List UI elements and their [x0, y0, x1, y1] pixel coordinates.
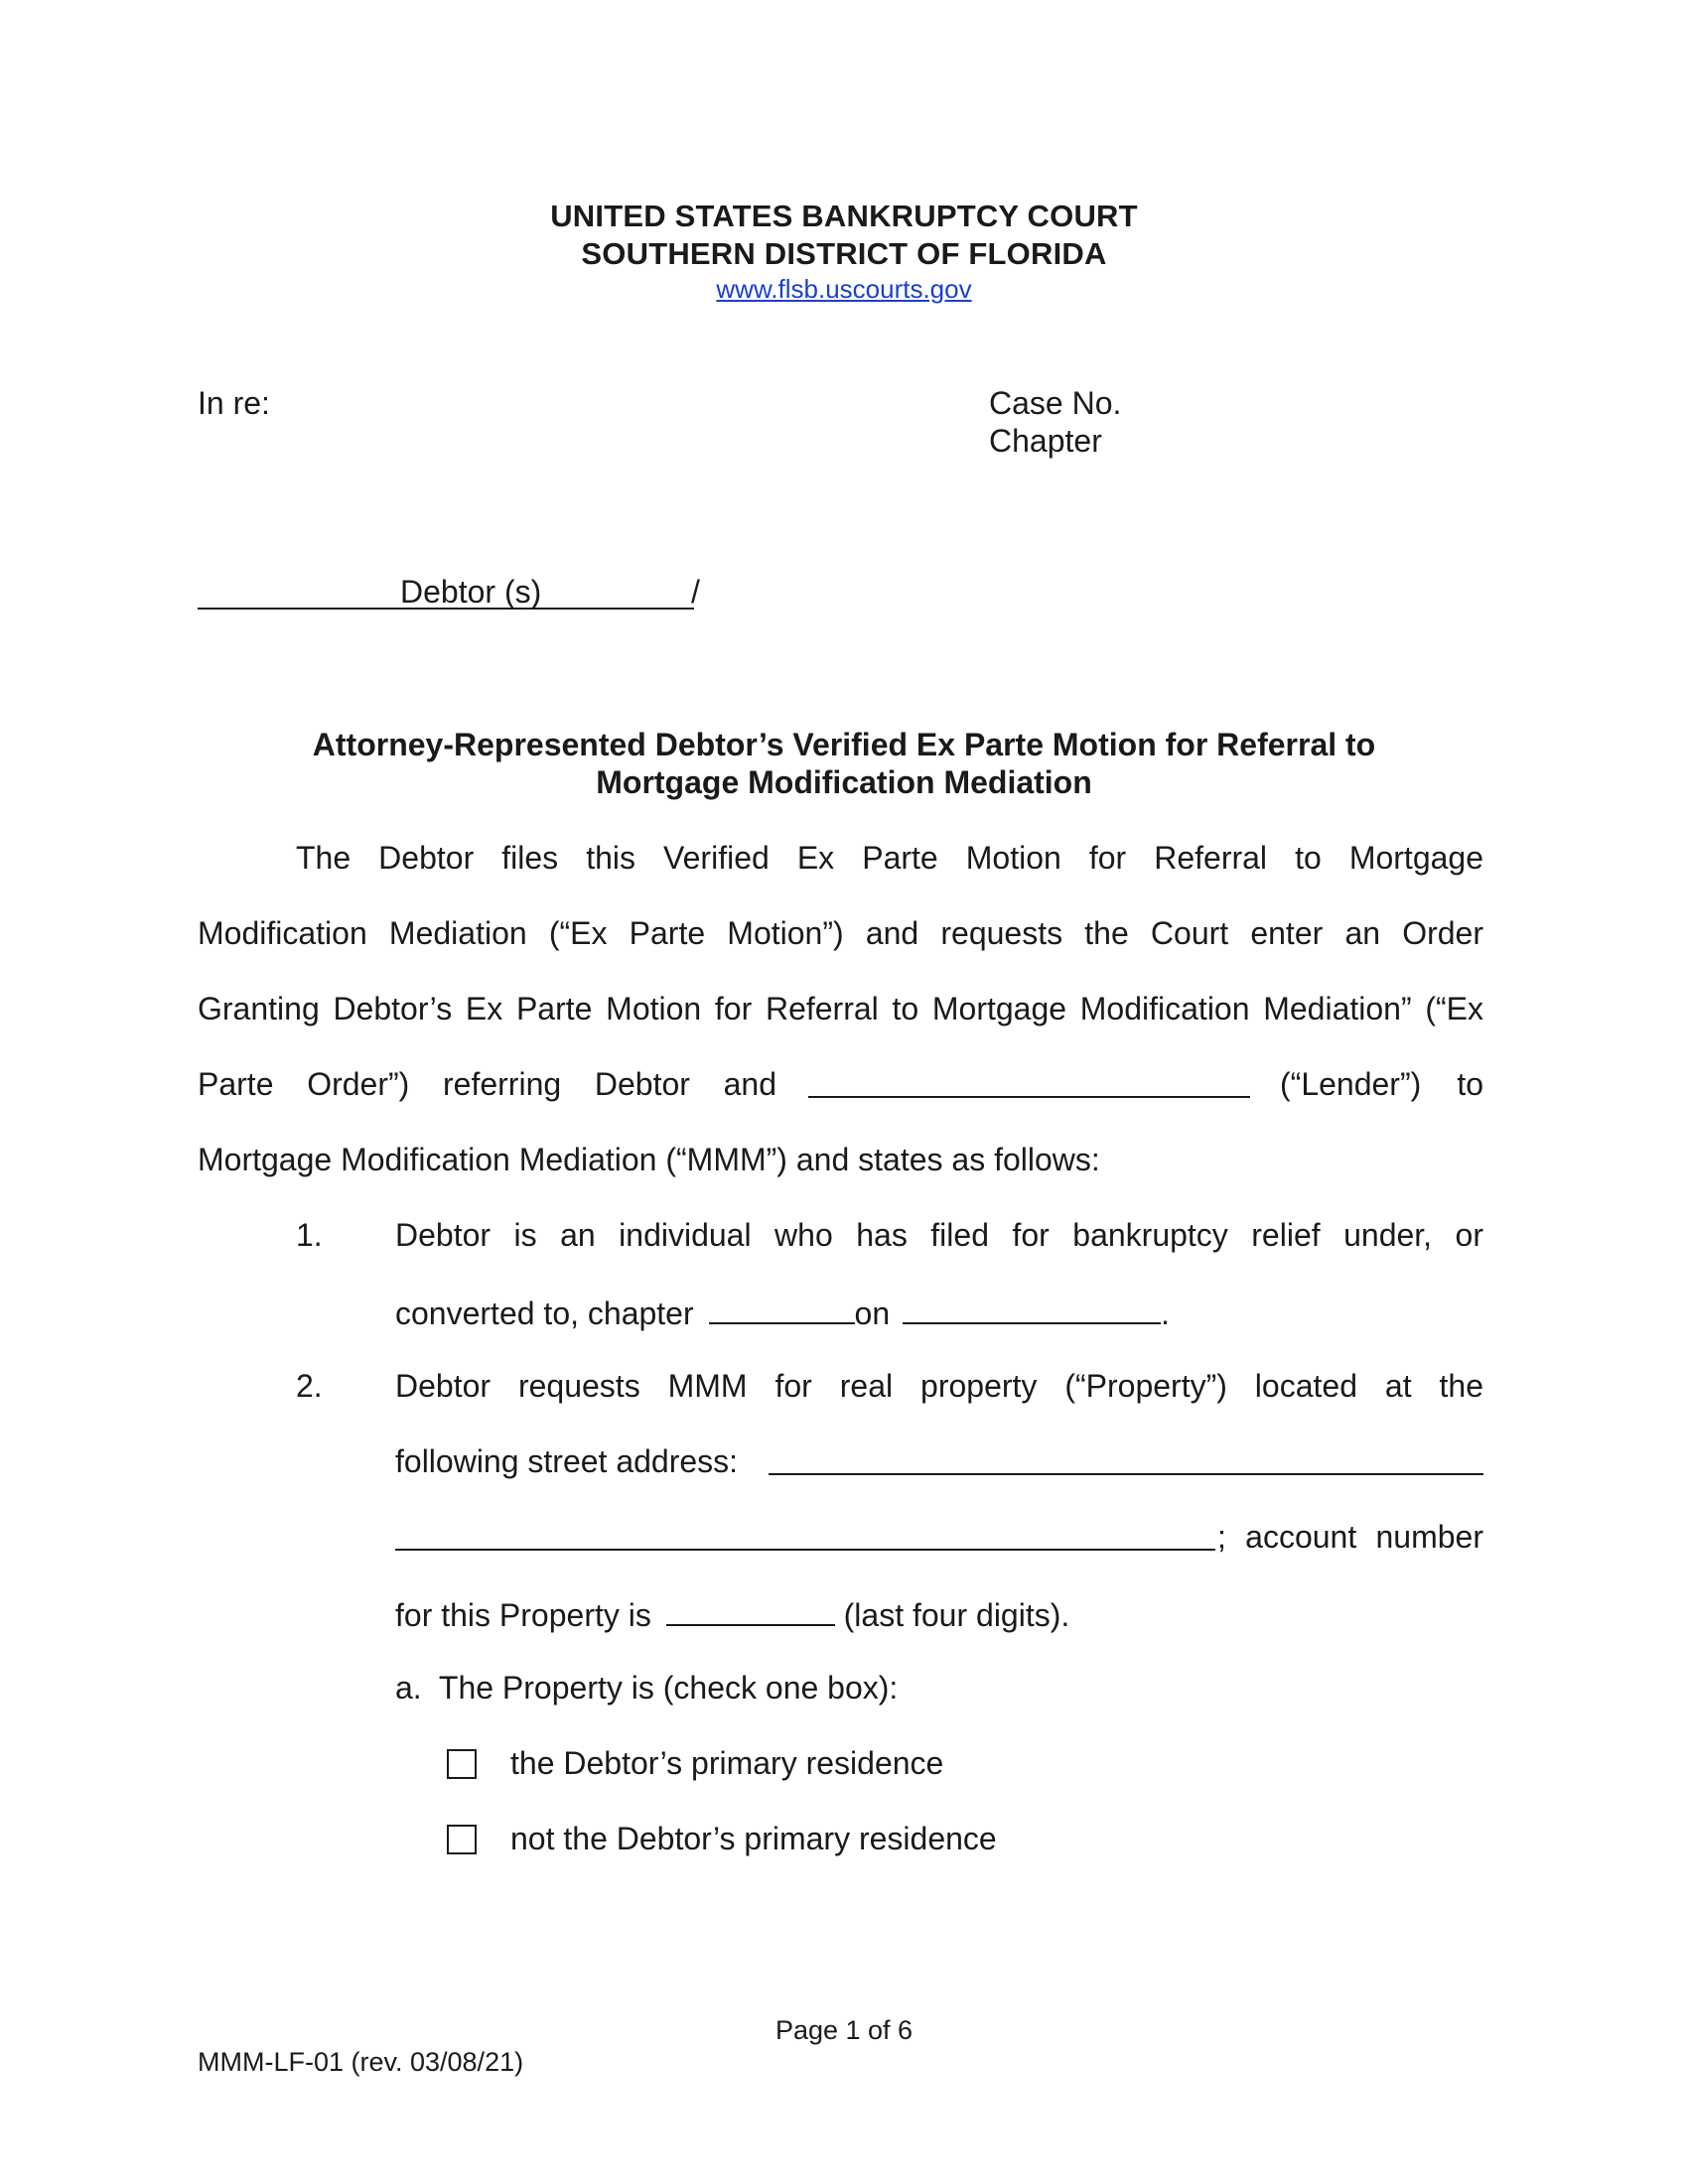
item-2-line-3	[395, 1519, 1483, 1559]
street-address-label: following street address:	[395, 1443, 739, 1479]
last-four-digits-text: (last four digits).	[843, 1597, 1070, 1633]
item-1-line-2	[395, 1293, 1190, 1332]
motion-title-line-2: Mortgage Modification Mediation	[596, 764, 1092, 800]
primary-residence-checkbox[interactable]	[447, 1749, 477, 1779]
lender-name-field[interactable]	[808, 1066, 1250, 1098]
debtor-caption-line	[198, 574, 700, 610]
chapter-label: Chapter	[989, 423, 1102, 459]
street-address-field[interactable]	[769, 1443, 1483, 1475]
chapter-number-field[interactable]	[709, 1293, 855, 1324]
account-last-four-field[interactable]	[666, 1594, 835, 1626]
sub-item-a: a. The Property is (check one box):	[395, 1670, 899, 1706]
court-name: UNITED STATES BANKRUPTCY COURT	[550, 199, 1138, 233]
caption-slash: /	[691, 574, 700, 610]
not-primary-residence-checkbox[interactable]	[447, 1825, 477, 1854]
filing-date-field[interactable]	[903, 1293, 1161, 1324]
not-primary-residence-label: not the Debtor’s primary residence	[510, 1821, 997, 1856]
lender-label: (“Lender”) to	[1280, 1066, 1483, 1102]
intro-line-2: Modification Mediation (“Ex Parte Motion”) and requests the Court enter an Order	[198, 915, 1483, 951]
intro-line-3: Granting Debtor’s Ex Parte Motion for Referral to Mortgage Modification Mediation” (“Ex	[198, 991, 1483, 1026]
in-re-label: In re:	[198, 385, 270, 421]
intro-line-1: The Debtor files this Verified Ex Parte Motion for Referral to Mortgage	[296, 840, 1483, 876]
form-identifier: MMM-LF-01 (rev. 03/08/21)	[198, 2047, 524, 2077]
court-website-link[interactable]: www.flsb.uscourts.gov	[716, 274, 972, 304]
case-no-label: Case No.	[989, 385, 1122, 421]
street-address-field-2[interactable]	[395, 1519, 1215, 1551]
item-1-line-1: Debtor is an individual who has filed for bankruptcy relief under, or	[395, 1217, 1483, 1253]
intro-line-5: Mortgage Modification Mediation (“MMM”) and states as follows:	[198, 1142, 1100, 1177]
motion-title-line-1: Attorney-Represented Debtor’s Verified Ex Parte Motion for Referral to	[312, 727, 1376, 762]
primary-residence-label: the Debtor’s primary residence	[510, 1745, 944, 1781]
intro-line-4-text: Parte Order”) referring Debtor and	[198, 1066, 776, 1102]
item-1-number: 1.	[296, 1217, 323, 1253]
intro-line-4	[198, 1066, 1483, 1106]
page-number: Page 1 of 6	[774, 2015, 914, 2045]
debtor-label: Debtor (s)	[400, 574, 542, 610]
item-2-line-1: Debtor requests MMM for real property (“Property”) located at the	[395, 1368, 1483, 1404]
period: .	[1161, 1296, 1170, 1331]
property-account-text: for this Property is	[395, 1597, 651, 1633]
item-2-line-4	[395, 1594, 1388, 1634]
chapter-text: converted to, chapter	[395, 1296, 694, 1331]
item-2-line-2	[395, 1443, 1483, 1483]
account-number-label: ; account number	[1217, 1519, 1483, 1555]
district-name: SOUTHERN DISTRICT OF FLORIDA	[581, 236, 1107, 271]
on-text: on	[854, 1296, 891, 1331]
item-2-number: 2.	[296, 1368, 323, 1404]
